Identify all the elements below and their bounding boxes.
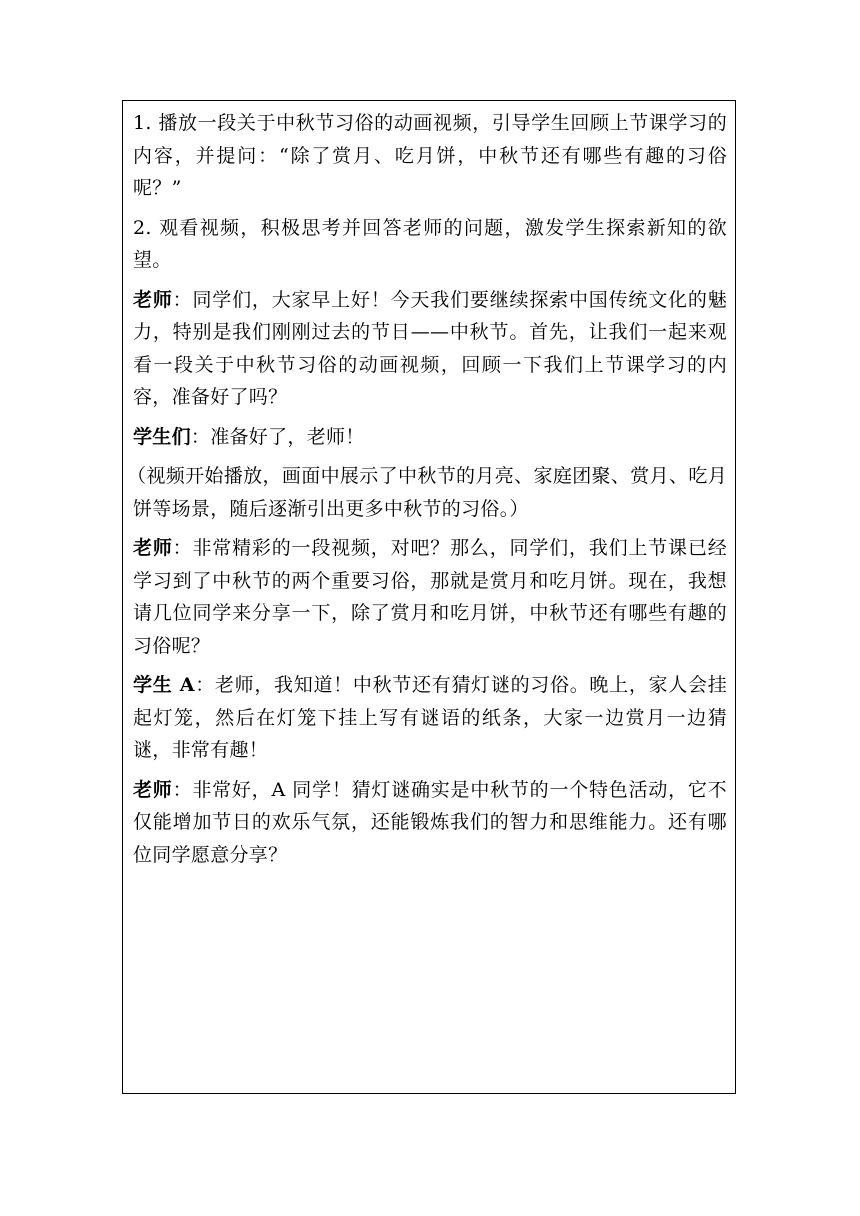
dialogue-text: ：老师，我知道！中秋节还有猜灯谜的习俗。晚上，家人会挂起灯笼，然后在灯笼下挂上写有谜语的纸条，大家一边赏月一边猜谜，非常有趣！ xyxy=(133,674,727,761)
speaker-label: 老师 xyxy=(133,288,173,311)
dialogue-students-1 xyxy=(133,421,727,454)
stage-direction xyxy=(127,460,727,525)
dialogue-text: ：非常精彩的一段视频，对吧？那么，同学们，我们上节课已经学习到了中秋节的两个重要习俗，那就是赏月和吃月饼。现在，我想请几位同学来分享一下，除了赏月和吃月饼，中秋节还有哪些有趣的习俗呢？ xyxy=(133,537,727,657)
paragraph-text: 2. 观看视频，积极思考并回答老师的问题，激发学生探索新知的欲望。 xyxy=(133,216,727,271)
dialogue-text: ：同学们，大家早上好！今天我们要继续探索中国传统文化的魅力，特别是我们刚刚过去的节日——中秋节。首先，让我们一起来观看一段关于中秋节习俗的动画视频，回顾一下我们上节课学习的内容，准备好了吗？ xyxy=(133,288,727,408)
dialogue-teacher-3 xyxy=(133,774,727,872)
speaker-label: 学生们 xyxy=(133,425,191,448)
paragraph-step-2 xyxy=(133,212,727,277)
dialogue-teacher-1 xyxy=(133,284,727,414)
dialogue-text: ：非常好，A 同学！猜灯谜确实是中秋节的一个特色活动，它不仅能增加节日的欢乐气氛，还能锻炼我们的智力和思维能力。还有哪位同学愿意分享？ xyxy=(133,778,727,866)
speaker-label: 老师 xyxy=(133,537,173,559)
speaker-label: 老师 xyxy=(133,778,173,801)
dialogue-text: ：准备好了，老师！ xyxy=(190,425,365,448)
paragraph-step-1 xyxy=(133,107,727,205)
stage-direction-text: （视频开始播放，画面中展示了中秋节的月亮、家庭团聚、赏月、吃月饼等场景，随后逐渐引出更多中秋节的习俗。） xyxy=(127,465,727,520)
dialogue-student-a xyxy=(133,669,727,767)
dialogue-teacher-2 xyxy=(133,532,727,662)
paragraph-text: 1. 播放一段关于中秋节习俗的动画视频，引导学生回顾上节课学习的内容，并提问：“除了赏月、吃月饼，中秋节还有哪些有趣的习俗呢？” xyxy=(133,112,727,199)
table-cell-frame xyxy=(122,100,736,1094)
speaker-label: 学生 A xyxy=(133,674,195,696)
